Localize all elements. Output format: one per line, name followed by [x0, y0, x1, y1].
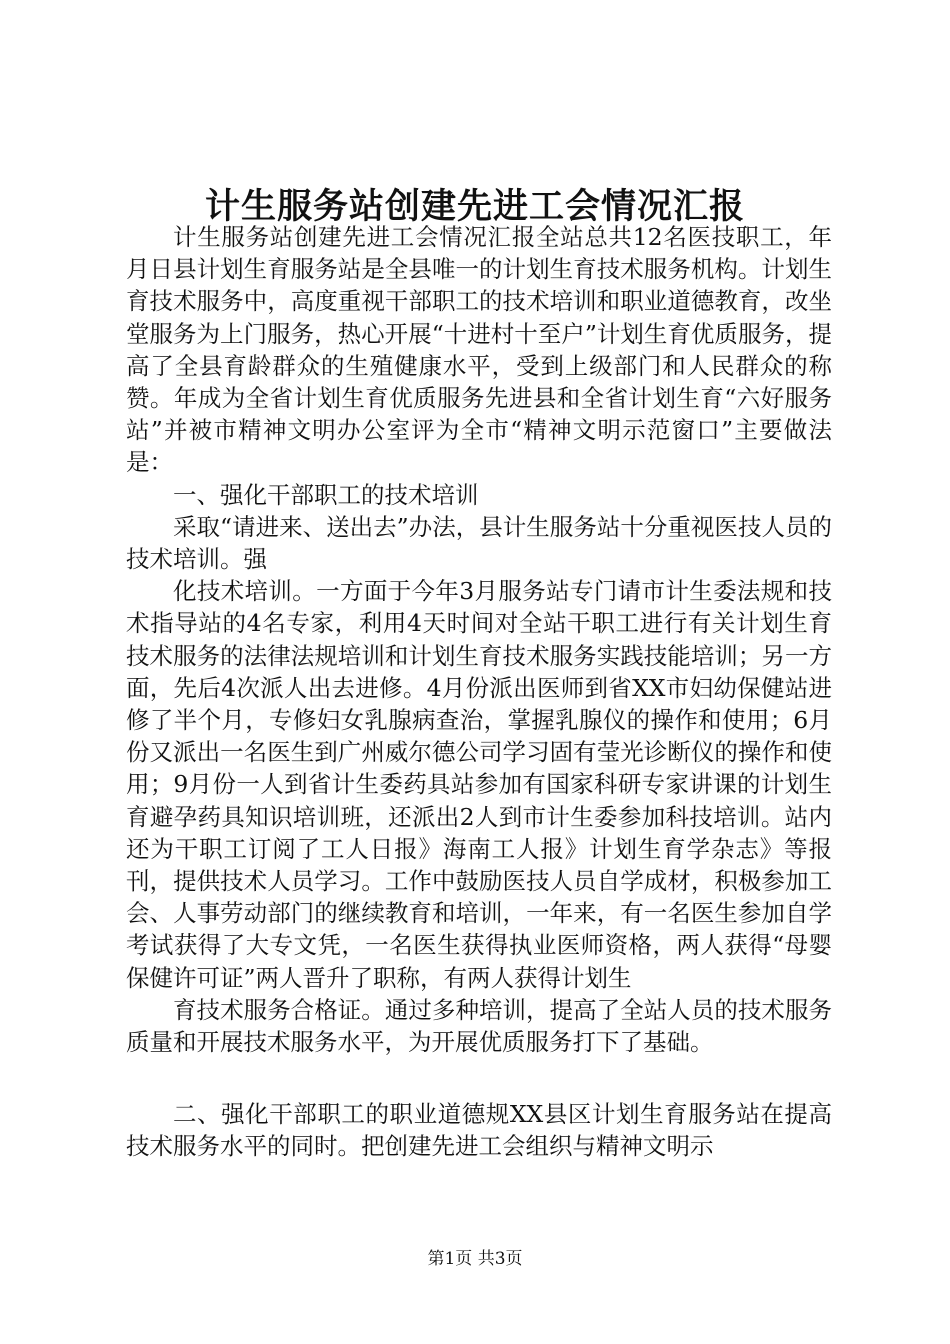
paragraph-training-method: 采取“请进来、送出去”办法，县计生服务站十分重视医技人员的技术培训。强: [126, 512, 832, 574]
paragraph-gap: [126, 1058, 832, 1098]
section-heading-2: 二、强化干部职工的职业道德规XX县区计划生育服务站在提高技术服务水平的同时。把创建先进工会组织与精神文明示: [126, 1100, 832, 1161]
document-body: [126, 221, 832, 1163]
document-title: 计生服务站创建先进工会情况汇报: [204, 186, 745, 227]
paragraph-intro: 计生服务站创建先进工会情况汇报全站总共12名医技职工，年月日县计划生育服务站是全县唯一的计划生育技术服务机构。计划生育技术服务中，高度重视干部职工的技术培训和职业道德教育，改坐堂服务为上门服务，热心开展“十进村十至户”计划生育优质服务，提高了全县育龄群众的生殖健康水平，受到上级部门和人民群众的称赞。年成为全省计划生育优质服务先进县和全省计划生育“六好服务站”并被市精神文明办公室评为全市“精神文明示范窗口”主要做法是：: [126, 223, 832, 477]
section-heading-1: 一、强化干部职工的技术培训: [173, 480, 479, 509]
page-footer: 第1页 共3页: [427, 1249, 523, 1269]
paragraph-training-details: 化技术培训。一方面于今年3月服务站专门请市计生委法规和技术指导站的4名专家，利用4天时间对全站干职工进行有关计划生育技术服务的法律法规培训和计划生育技术服务实践技能培训；另一方面，先后4次派人出去进修。4月份派出医师到省XX市妇幼保健站进修了半个月，专修妇女乳腺病查治，掌握乳腺仪的操作和使用；6月份又派出一名医生到广州威尔德公司学习固有莹光诊断仪的操作和使用；9月份一人到省计生委药具站参加有国家科研专家讲课的计划生育避孕药具知识培训班，还派出2人到市计生委参加科技培训。站内还为干职工订阅了工人日报》海南工人报》计划生育学杂志》等报刊，提供技术人员学习。工作中鼓励医技人员自学成材，积极参加工会、人事劳动部门的继续教育和培训，一年来，有一名医生参加自学考试获得了大专文凭，一名医生获得执业医师资格，两人获得“母婴保健许可证”两人晋升了职称，有两人获得计划生: [126, 577, 832, 992]
paragraph-training-result: 育技术服务合格证。通过多种培训，提高了全站人员的技术服务质量和开展技术服务水平，为开展优质服务打下了基础。: [126, 995, 832, 1057]
